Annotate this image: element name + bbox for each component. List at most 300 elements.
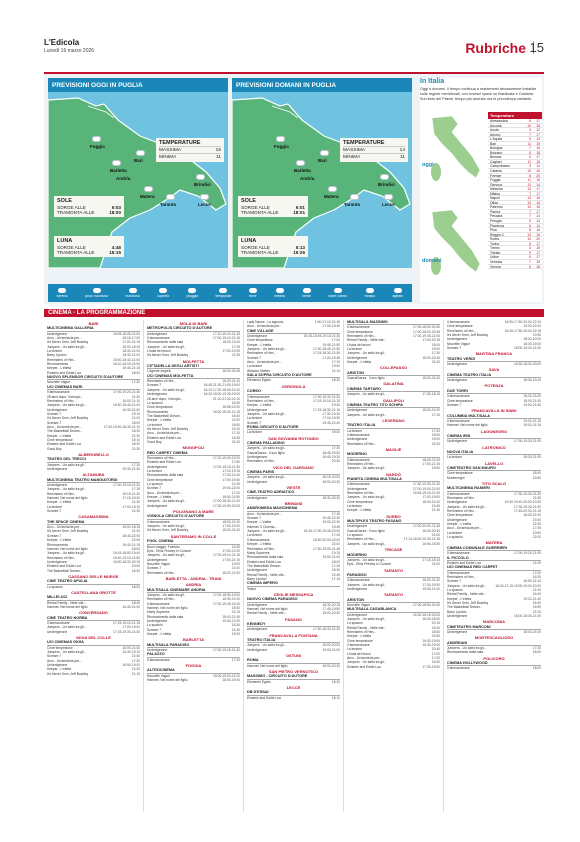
film-title: Scream 7 <box>447 402 462 407</box>
film-title: Jumpers - Un salto tra gli... <box>47 403 87 408</box>
film-title: Undertgerone <box>447 362 468 367</box>
film-title: Il farmacomane <box>347 457 370 462</box>
showtimes: 16:45-17:50-19:00-22:15 <box>504 328 541 333</box>
film-title: Keeper - L'eletta <box>247 403 272 408</box>
weather-symbol-icon <box>93 288 101 293</box>
weather-legend <box>48 284 412 302</box>
film-title: Rinnovamento <box>47 362 69 367</box>
film-title: Jumpers - Un salto tra gli... <box>247 643 287 648</box>
showtimes: 17:15-19:30 <box>122 496 140 501</box>
showtimes: 17:00-19:00 <box>122 625 140 630</box>
city-heading: TRICASE <box>384 547 403 553</box>
cinema-name: UCI CINEMAS GIOIA <box>47 640 140 645</box>
showtimes: 21:25 <box>231 353 240 358</box>
showtimes: 17:30 <box>131 658 140 663</box>
film-title: Einstein and Eddie Low <box>347 664 382 669</box>
temperature-row: Bari 11 15 <box>490 141 540 146</box>
film-title: Reminders of Him... <box>147 597 177 602</box>
showtimes: 21:40 <box>131 654 140 659</box>
italy-forecast <box>420 78 542 302</box>
film-title: Keeper - L'eletta <box>347 634 372 639</box>
showtimes: 17:15 <box>331 576 340 581</box>
showtimes: 17:45 <box>331 511 340 516</box>
film-title: La lezione <box>347 647 363 652</box>
weather-symbol-icon <box>334 288 342 293</box>
film-title: Jumpers - Un salto tra gli... <box>347 466 387 471</box>
showtimes: 16:00-18:30-20:15 <box>113 559 140 564</box>
cloud-icon <box>136 150 145 156</box>
city-heading: FRANCAVILLA IN SINNI <box>471 408 517 414</box>
showtimes: 18:00-20:00 <box>523 337 541 342</box>
film-title: Cime tempestose <box>47 645 73 650</box>
city-label: Matera <box>324 194 339 199</box>
temperature-row: Messina 13 17 <box>490 187 540 192</box>
showtimes: 17:00-19:45-21:00 <box>213 601 240 606</box>
showtimes: 18:00-21:00 <box>122 645 140 650</box>
showtime-row <box>47 509 140 513</box>
showtimes: 18:30-20:00-22:00 <box>313 537 340 542</box>
film-title: Scream 7 <box>147 627 162 632</box>
film-title: Arco - Un'amicizia per... <box>47 336 82 341</box>
cinema-name: MULTICINEMA TEATRO MANGIATORDI <box>47 478 140 483</box>
showtimes: 17:00-19:40-18:30-21:10 <box>103 424 140 429</box>
cinema-name: CINEMA PARIS <box>247 470 340 475</box>
showtimes: 16:15-17:00 <box>122 336 140 341</box>
showtimes: 21:00 <box>431 533 440 538</box>
sun-times-box: SOLE SORGE ALLE 6:03 TRAMONTA ALLE 18:00 <box>54 196 124 217</box>
cloud-icon <box>380 174 389 180</box>
showtimes: 19:00-22:00 <box>222 486 240 491</box>
city-label: Barletta <box>294 168 311 173</box>
film-title: Hamnet. Nel nome del figlio <box>147 605 188 610</box>
showtime-row <box>247 664 340 668</box>
film-title: Undertgerone <box>147 503 168 508</box>
film-title: Rinnovamento <box>47 542 69 547</box>
film-title: Rental Family - Nelle vite... <box>447 592 487 597</box>
showtimes: 17:30 <box>131 462 140 467</box>
film-title: La lezione <box>147 469 163 473</box>
film-title: Keeper - L'eletta <box>147 632 172 637</box>
film-title: Lo spaccio <box>447 535 463 540</box>
showtimes: 16:50-18:30 <box>422 541 440 546</box>
legend-item: sereno <box>57 288 68 298</box>
film-title: Il farmacomane <box>347 325 370 330</box>
film-title: Scream 7 <box>247 355 262 360</box>
showtimes: 17:10-19:10-21:15 <box>213 331 240 336</box>
film-title: Cime tempestose <box>447 324 473 329</box>
cinema-name: CINEMA COMUNALE GUERRIERI <box>447 546 541 551</box>
showtimes: 16:10-18:15-21:00 <box>113 362 140 367</box>
city-label: Brindisi <box>378 182 395 187</box>
cloud-icon <box>92 136 101 142</box>
showtimes: 21:20 <box>131 416 140 421</box>
showtimes: 16:30-18:30-20:00 <box>514 362 541 367</box>
moonrise-time: 4:48 <box>111 245 121 250</box>
showtimes: 17:00-18:50-19:00 <box>213 592 240 597</box>
showtimes: 17:00-19:00 <box>222 524 240 529</box>
film-title: Keeper - L'eletta <box>47 500 72 505</box>
film-title: Jumpers - Un salto tra gli... <box>147 553 187 558</box>
showtimes: 18:40 <box>131 600 140 605</box>
weather-symbol-icon <box>249 288 257 293</box>
showtimes: 16:20-21:10 <box>222 379 240 384</box>
showtime-row <box>247 627 340 631</box>
temperature-row: Parma 7 17 <box>490 209 540 214</box>
showtimes: 17:10 <box>231 431 240 436</box>
film-title: Reminders of Him... <box>347 630 377 634</box>
cinema-name: NUOVA ITALIA <box>447 450 541 455</box>
showtimes: 21:30 <box>131 433 140 438</box>
film-title: Keeper - L'eletta <box>47 433 72 438</box>
film-title: Reminders of Him... <box>447 496 477 501</box>
film-title: Lo spaccio <box>147 623 163 628</box>
film-title: Hamnet. Nel nome del figlio <box>247 606 288 611</box>
film-title: La lezione <box>447 530 463 535</box>
section-title: Rubriche <box>465 40 526 56</box>
cloud-icon <box>144 186 153 192</box>
showtimes: 18:00 <box>431 432 440 437</box>
weather-symbol-icon <box>58 288 66 293</box>
film-title: Nouvelle Vague <box>147 561 171 566</box>
cinema-name: CINEMA PALLADINO <box>247 441 340 446</box>
film-title: Keeper - L'eletta <box>347 360 372 365</box>
showtime-row <box>247 378 340 382</box>
film-title: Undertgerone <box>147 331 168 336</box>
sunset-time: 18:00 <box>109 210 121 215</box>
showtimes: 17:00-19:15-21:30 <box>213 648 240 653</box>
showtimes: 16:30-19:00 <box>422 638 440 643</box>
showtimes: 17:30 <box>131 380 140 385</box>
film-title: Scream 7 <box>47 654 62 659</box>
showtimes: 18:15-20:00 <box>322 475 340 480</box>
issue-date: Lunedì 16 marzo 2026 <box>44 48 95 54</box>
cinema-name: THE SPACE CINEMA <box>47 520 140 525</box>
cloud-icon <box>112 160 121 166</box>
showtimes: 17:15-18:30-21:15 <box>313 407 340 412</box>
film-title: Rental Family - Nelle vite... <box>247 611 287 616</box>
showtimes: 20:00 <box>532 530 541 535</box>
film-title: Jumpers - Un salto tra gli... <box>347 557 387 562</box>
film-title: Undertgerone <box>447 337 468 342</box>
city-heading: VIESTE <box>286 485 301 491</box>
film-title: Einstein and Eddie Low <box>47 564 82 569</box>
temperature-row: Aosta 3 12 <box>490 128 540 133</box>
showtimes: 19:00-22:30 <box>322 520 340 525</box>
cinema-name: MULTISALA MASSIMO <box>347 320 440 325</box>
showtimes: 21:15 <box>231 610 240 615</box>
film-title: It's Never Over, Jeff Buckley <box>47 340 89 345</box>
film-title: Rinnovamento dalla sala <box>247 555 284 560</box>
temperature-row: Venezia 7 15 <box>490 259 540 264</box>
showtime-row <box>47 585 140 589</box>
showtimes: 19:00 <box>231 561 240 566</box>
showtime-row <box>147 658 240 662</box>
showtimes: 21:10-21:30-22:10 <box>213 396 240 401</box>
city-heading: CASSANO DELLE MURGE <box>68 573 119 579</box>
film-title: Jumpers - Un salto tra gli... <box>147 344 187 349</box>
showtimes: 19:00-21:15 <box>523 423 541 428</box>
showtimes: 17:00-18:50-20:40 <box>413 602 440 607</box>
film-title: Arco - Un'amicizia per... <box>447 526 482 531</box>
film-title: La lezione <box>47 504 63 509</box>
temperature-row: Catania 10 16 <box>490 169 540 174</box>
city-heading: ALTAMURA <box>82 472 105 478</box>
showtime-row <box>347 587 440 591</box>
film-title: The Basketball Dream... <box>447 605 483 610</box>
showtimes: 18:45-19:30 <box>322 454 340 459</box>
showtimes: 18:00-20:30 <box>422 355 440 360</box>
film-title: Jumpers - Un salto tra gli... <box>247 411 287 416</box>
film-title: Keeper - L'eletta <box>247 342 272 347</box>
showtimes: 19:00 <box>331 364 340 369</box>
moon-times-box: LUNA SORGE ALLE 5:13 TRAMONTA ALLE 16:26 <box>238 236 308 257</box>
film-title: Il farmacomane <box>347 643 370 648</box>
showtimes: 19:00-21:00 <box>322 647 340 652</box>
showtimes: 19:00-21:00 <box>422 586 440 591</box>
film-title: Il farmacomane <box>447 320 470 324</box>
showtimes: 21:00 <box>431 360 440 365</box>
city-label: Taranto <box>160 202 177 207</box>
legend-item: agitato <box>392 288 403 298</box>
showtimes: 18:30-21:00 <box>222 528 240 533</box>
city-heading: LAGONEGRO <box>480 428 508 434</box>
film-title: Lo spaccio <box>347 533 363 538</box>
film-title: Scream 7 <box>447 579 462 584</box>
showtimes: 18:00 <box>131 370 140 375</box>
showtimes: 16:55-17:50-20:00-22:10 <box>504 320 541 324</box>
showtimes: 20:40 <box>431 647 440 652</box>
film-title: Undertgerone <box>447 613 468 618</box>
film-title: Undertgerone <box>347 486 368 491</box>
showtimes: 19:25 <box>231 544 240 549</box>
showtimes: 18:00-20:45 <box>222 369 240 374</box>
city-heading: BRINDISI <box>284 501 303 507</box>
film-title: Il farmacomane <box>247 537 270 542</box>
showtimes: 22:05 <box>131 538 140 543</box>
film-title: Jumpers - Un salto tra gli... <box>347 616 387 621</box>
film-title: It's Never Over, Jeff Buckley <box>147 353 189 358</box>
showtimes: 17:00 <box>532 570 541 575</box>
showtimes: 19:30 <box>532 517 541 522</box>
cinema-name: UCI CINEMAS RED CARPET <box>447 565 541 570</box>
film-title: Arco - Un'amicizia per... <box>347 656 382 661</box>
showtimes: 18:30-21:30 <box>523 455 541 460</box>
showtimes: 19:00 <box>431 347 440 352</box>
temperature-row: Alessandria 5 17 <box>490 119 540 123</box>
showtimes: 16:30-18:40-21:00 <box>113 403 140 408</box>
cinema-name: PALAZZO <box>147 652 240 657</box>
weather-symbol-icon <box>129 288 137 293</box>
cinema-name: CORSO <box>247 389 340 394</box>
film-title: Undertgerone <box>147 557 168 562</box>
showtimes: 16:40 <box>231 413 240 418</box>
showtimes: 17:00-19:15 <box>122 504 140 509</box>
film-title: 28 anni dopo: Il tempio... <box>47 394 84 399</box>
temperature-row: Genova 11 14 <box>490 182 540 187</box>
min-temp: 11 <box>400 155 405 160</box>
film-title: Jumpers - Un salto tra gli... <box>447 583 487 588</box>
film-title: Barry Lyndon <box>47 353 67 358</box>
cinema-name: NUOVO CINEMA PARADISO <box>247 597 340 602</box>
film-title: Cime tempestose <box>447 398 473 403</box>
film-title: Il farmacomane <box>447 394 470 399</box>
showtimes: 17:50 <box>231 460 240 465</box>
showtimes: 18:00-21:00 <box>422 376 440 381</box>
film-title: Undertgerone <box>447 517 468 522</box>
showtimes: 18:00-20:00 <box>322 643 340 648</box>
temperature-row: Trieste 9 17 <box>490 250 540 255</box>
film-title: Jumpers - Un salto tra gli... <box>447 504 487 509</box>
temperature-row: Napoli 13 16 <box>490 196 540 201</box>
film-title: Undertgerone <box>247 407 268 412</box>
showtimes: 18:30-20:15 <box>322 602 340 607</box>
showtime-row <box>247 648 340 652</box>
cinema-name: ARISTON <box>347 371 440 376</box>
city-heading: ANDRIA <box>185 582 202 588</box>
film-title: Hamnet. Nel nome del figlio <box>447 423 488 428</box>
showtimes: 18:30 <box>331 679 340 684</box>
film-title: Scream 7 <box>47 420 62 425</box>
showtimes: 21:00 <box>532 587 541 592</box>
cinema-name: MULTISALA CASABLANCA <box>347 607 440 612</box>
showtimes: 22:00 <box>331 542 340 547</box>
showtimes: 17:00-19:25 <box>222 349 240 354</box>
temperature-row: Piacenza 6 14 <box>490 223 540 228</box>
film-title: Il farmacomane <box>347 482 370 487</box>
italy-text: Oggi e domani. Il tempo continua a mantenersi decisamente instabile sulle regioni meridionali, con rovesci sparsi su Basilicata e Calabria. Sul resto del Paese, tempo più asciutto ma in prevalenza variabile. <box>420 87 537 101</box>
film-title: Einstein and Eddie Low <box>247 695 282 700</box>
temperature-row: Bolzano 5 18 <box>490 150 540 155</box>
moonset-time: 15:15 <box>109 250 121 255</box>
showtime-row <box>347 442 440 446</box>
showtimes: 18:00-21:00 <box>422 499 440 504</box>
film-title: Jumpers - Un salto tra gli... <box>47 487 87 492</box>
film-title: Marty Supreme <box>247 550 270 555</box>
showtimes: 17:30-19:30-21:30 <box>514 491 541 496</box>
showtimes: 17:15-19:15-21:15 <box>313 398 340 403</box>
city-heading: TITO SCALO <box>481 481 507 486</box>
weather-symbol-icon <box>276 288 284 293</box>
film-title: Undertgerone <box>347 524 368 529</box>
showtimes: 18:30-20:30 <box>422 528 440 533</box>
film-title: Epic - Elvis Presley in Concert <box>347 562 392 567</box>
film-title: Reminders of Him... <box>147 455 177 460</box>
city-heading: OSTUNI <box>285 653 302 659</box>
film-title: Lo spaccio <box>347 621 363 626</box>
cinema-name: CINE TEATRO NORBA <box>47 616 140 621</box>
film-title: Keeper - L'eletta <box>47 667 72 672</box>
film-title: Reminders of Him... <box>447 328 477 333</box>
showtime-row <box>347 542 440 546</box>
legend-item: poco nuvoloso <box>85 288 108 298</box>
showtimes: 18:30-21:00 <box>222 597 240 602</box>
showtimes: 18:30 <box>331 568 340 573</box>
film-title: Reminders of Him... <box>47 555 77 560</box>
city-heading: POLIGNANO A MARE <box>173 509 214 515</box>
showtime-row <box>447 346 541 350</box>
showtimes: 19:00 <box>331 430 340 435</box>
film-title: Jumpers - Un salto tra gli... <box>47 650 87 655</box>
showtimes: 18:00 <box>131 584 140 589</box>
cloud-icon <box>196 174 205 180</box>
film-title: Il farmacomane <box>47 621 70 625</box>
film-title: La lezione <box>47 349 63 354</box>
showtimes: 16:40-21:15 <box>122 542 140 547</box>
cinema-name: CINETEATRO MARCONI <box>447 625 541 630</box>
showtimes: 19:00 <box>431 466 440 471</box>
cinema-name: MODERNO <box>347 452 440 457</box>
city-label: Bari <box>134 158 143 163</box>
forecast-tomorrow-panel <box>232 78 412 268</box>
film-title: La lezione <box>247 533 263 538</box>
showtimes: 17:00-19:00-21:00 <box>413 486 440 491</box>
city-label: Foggia <box>90 144 105 149</box>
film-title: Epic - Elvis Presley in Concert <box>147 548 192 553</box>
showtimes: 17:30-18:15 <box>422 392 440 397</box>
cloud-icon <box>296 160 305 166</box>
showtimes: 17:15-19:30-21:30 <box>113 629 140 634</box>
cinema-name: VIGNOLA CIRCUITO D'AUTORE <box>147 514 240 519</box>
film-title: Jumpers - Un salto tra gli... <box>47 625 87 630</box>
film-title: Window Shelter <box>247 368 271 373</box>
film-title: Einstein and Eddie Low <box>447 560 482 565</box>
temperature-row: Roma 10 20 <box>490 237 540 242</box>
moonset-time: 16:26 <box>293 250 305 255</box>
film-title: Undertgerone <box>447 378 468 383</box>
showtimes: 22:00 <box>532 535 541 540</box>
showtimes: 16:30-18:15-20:00 <box>413 612 440 617</box>
showtime-row <box>347 508 440 512</box>
showtimes: 17:00-21:15 <box>222 557 240 562</box>
showtimes: 17:00-21:15 <box>422 461 440 466</box>
showtimes: 17:30-19:30 <box>322 411 340 416</box>
temperature-row: Pisa 8 16 <box>490 228 540 233</box>
film-title: Undertgerone <box>247 602 268 607</box>
cinema-name: TEATRO ITALIA <box>347 423 440 428</box>
film-title: Undertgerone <box>247 495 268 500</box>
showtimes: 18:00 <box>532 650 541 655</box>
film-title: Nouvelle Vague <box>347 602 371 607</box>
cinema-name: CINETEATRO SAN MAURO <box>447 466 541 471</box>
film-title: Undertgerone <box>47 331 68 336</box>
showtimes: 18:00-21:00 <box>222 340 240 345</box>
film-title: It's Never Over, Jeff Buckley <box>47 416 89 421</box>
film-title: Jumpers - Un salto tra gli... <box>147 592 187 597</box>
temperature-table-title: Temperature <box>488 112 542 119</box>
showtimes: 21:00 <box>431 562 440 567</box>
city-heading: CONVERSANO <box>79 610 108 616</box>
cinema-name: RED CARPET CINEMA <box>147 451 240 456</box>
film-title: Il farmacomane <box>447 666 470 671</box>
film-title: Einstein and Eddie Low <box>247 559 282 564</box>
film-title: Jumpers - Un salto tra gli... <box>47 462 87 467</box>
showtimes: 17:30 <box>532 526 541 531</box>
page-header <box>44 38 544 68</box>
listing-column <box>144 320 244 812</box>
film-title: Reminders of Him... <box>47 491 77 496</box>
showtimes: 16:10-17:20-18:50-21:00 <box>203 387 240 392</box>
showtimes: 16:45-21:30-21:50-19:00 <box>203 383 240 388</box>
film-title: Einstein and Eddie Low <box>147 460 182 465</box>
film-title: Undertgerone <box>147 619 168 623</box>
sun-times-box: SOLE SORGE ALLE 6:01 TRAMONTA ALLE 18:01 <box>238 196 308 217</box>
city-heading: SAN PIETRO VERNOTICO <box>268 669 319 675</box>
showtimes: 18:30 <box>231 435 240 440</box>
showtimes: 17:10 <box>331 360 340 365</box>
city-heading: MARTINA FRANCA <box>475 351 513 357</box>
cinema-name: ROMA CIRCUITO D'AUTORE <box>247 425 340 430</box>
film-title: Cime tempestose <box>347 499 373 504</box>
